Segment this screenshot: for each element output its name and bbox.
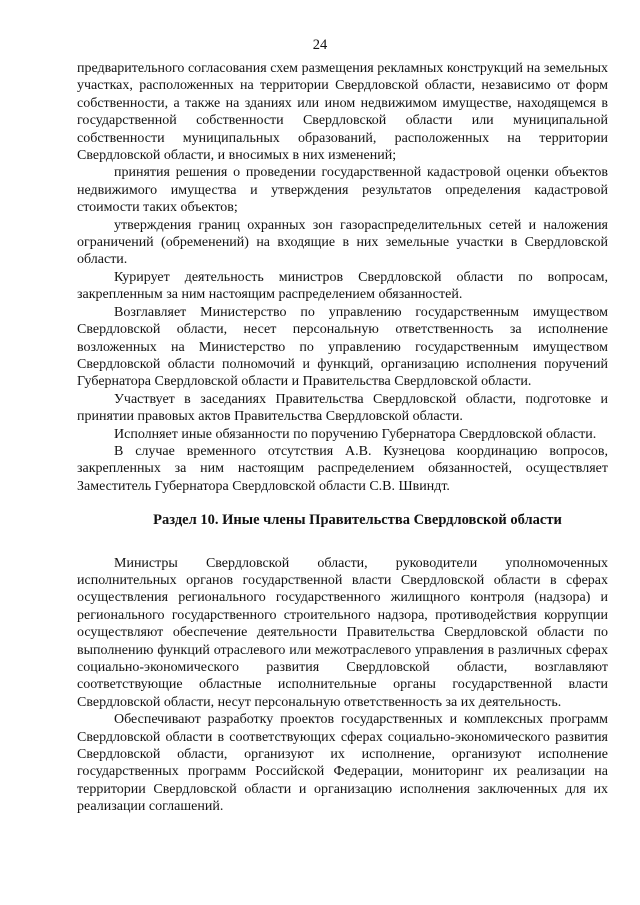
paragraph: принятия решения о проведении государственной кадастровой оценки объектов недвижимого имущества и утверждения результатов определения кадастровой стоимости таких объектов; [77,165,608,216]
page-number: 24 [312,37,328,53]
paragraph: Курирует деятельность министров Свердловской области по вопросам, закрепленным за ним настоящим распределением обязанностей. [77,269,608,303]
document-body [77,60,608,816]
paragraph: Возглавляет Министерство по управлению государственным имуществом Свердловской области, несет персональную ответственность за исполнение возложенных на Министерство по управлению государственным имуществом Свердловской области полномочий и функций, организацию исполнения поручений Губернатора Свердловской области и Правительства Свердловской области. [77,304,608,390]
paragraph: утверждения границ охранных зон газораспределительных сетей и наложения ограничений (обременений) на входящие в них земельные участки в Свердловской области. [77,217,608,268]
paragraph: Участвует в заседаниях Правительства Свердловской области, подготовке и принятии правовых актов Правительства Свердловской области. [77,391,608,425]
paragraph: Исполняет иные обязанности по поручению Губернатора Свердловской области. [114,426,597,442]
paragraph: В случае временного отсутствия А.В. Кузнецова координацию вопросов, закрепленных за ним настоящим распределением обязанностей, осуществляет Заместитель Губернатора Свердловской области С.В. Швиндт. [77,443,608,494]
paragraph: Министры Свердловской области, руководители уполномоченных исполнительных органов государственной власти Свердловской области в сферах осуществления регионального государственного жилищного контроля (надзора) и регионального государственного строительного надзора, противодействия коррупции осуществляют обеспечение деятельности Правительства Свердловской области по выполнению функций отраслевого или межотраслевого управления в различных сферах социально-экономического развития Свердловской области, возглавляют соответствующие областные исполнительные органы государственной власти Свердловской области, несут персональную ответственность за их деятельность. [77,555,608,710]
paragraph: Обеспечивают разработку проектов государственных и комплексных программ Свердловской области в соответствующих сферах социально-экономического развития Свердловской области, организуют их исполнение, организуют исполнение государственных программ Российской Федерации, мониторинг их реализации на территории Свердловской области и организацию исполнения заключенных для их реализации соглашений. [77,712,608,815]
paragraph: предварительного согласования схем размещения рекламных конструкций на земельных участках, расположенных на территории Свердловской области, независимо от форм собственности, а также на зданиях или ином недвижимом имуществе, находящемся в государственной собственности Свердловской области или муниципальной собственности муниципальных образований, расположенных на территории Свердловской области, и вносимых в них изменений; [77,61,608,164]
section-heading: Раздел 10. Иные члены Правительства Свердловской области [153,512,562,529]
